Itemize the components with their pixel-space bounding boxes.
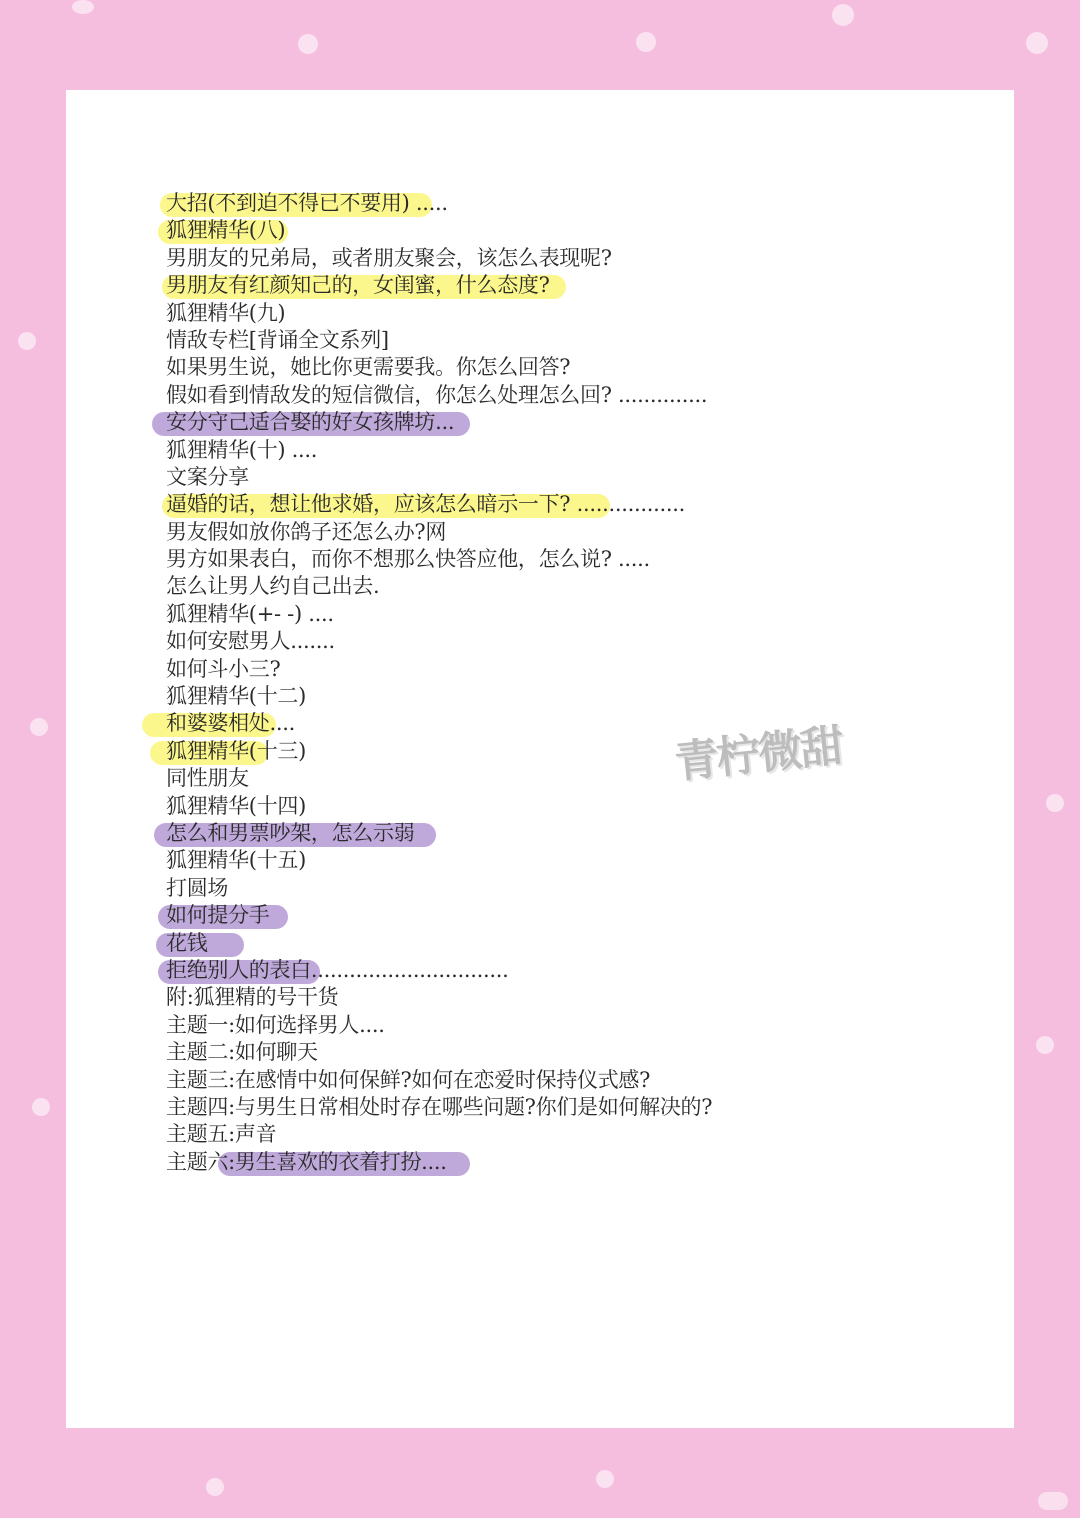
text-line [166,1012,946,1039]
line-text: 主题一:如何选择男人.... [166,1012,385,1037]
line-text: 如何安慰男人....... [166,629,335,654]
line-text: 如何提分手 [166,903,270,928]
background-dot [206,1478,224,1496]
background-dot [32,1098,50,1116]
line-text: 狐狸精华(九) [166,300,286,325]
line-text: 主题二:如何聊天 [166,1040,318,1065]
line-text: 男方如果表白，而你不想那么快答应他，怎么说? ..... [166,547,650,572]
line-text: 主题五:声音 [166,1122,277,1147]
line-text: 男朋友的兄弟局，或者朋友聚会，该怎么表现呢? [166,245,612,270]
line-text: 和婆婆相处.... [166,711,296,736]
line-text: 男友假如放你鸽子还怎么办?网 [166,519,447,544]
line-text: 狐狸精华(十三) [166,738,306,763]
line-text: 安分守己适合娶的好女孩牌坊... [166,410,455,435]
line-text: 情敌专栏[背诵全文系列] [166,327,389,352]
line-text: 怎么让男人约自己出去. [166,574,380,599]
line-text: 狐狸精华(+- -) .... [166,601,334,626]
text-line [166,820,946,847]
text-line [166,546,946,573]
line-text: 狐狸精华(十四) [166,793,306,818]
text-line [166,793,946,820]
background-dot [298,34,318,54]
line-text: 狐狸精华(十) .... [166,437,318,462]
line-text: 如何斗小三? [166,656,281,681]
text-line [166,409,946,436]
line-text: 大招(不到迫不得已不要用) ..... [166,191,448,215]
text-line [166,847,946,874]
text-line [166,601,946,628]
background-dot [72,0,94,14]
text-line [166,354,946,381]
line-text: 主题四:与男生日常相处时存在哪些问题?你们是如何解决的? [166,1094,713,1119]
line-text: 花钱 [166,930,208,955]
text-line [166,519,946,546]
background-dot [636,32,656,52]
text-line [166,1094,946,1121]
text-line [166,875,946,902]
text-line [166,683,946,710]
text-line [166,1039,946,1066]
line-text: 狐狸精华(八) [166,218,286,243]
line-text: 文案分享 [166,464,249,489]
text-line [166,573,946,600]
document-page [66,90,1014,1428]
text-line [166,656,946,683]
line-text: 附:狐狸精的号干货 [166,985,339,1010]
text-line [166,217,946,244]
text-line [166,300,946,327]
text-line [166,382,946,409]
text-line [166,327,946,354]
line-text: 狐狸精华(十二) [166,684,306,709]
background-dot [18,332,36,350]
text-line [166,437,946,464]
line-text: 男朋友有红颜知己的，女闺蜜，什么态度? [166,273,550,298]
text-line [166,984,946,1011]
line-text: 主题三:在感情中如何保鲜?如何在恋爱时保持仪式感? [166,1067,651,1092]
corner-logo [1038,1492,1068,1510]
line-text: 如果男生说，她比你更需要我。你怎么回答? [166,355,571,380]
text-line [166,1121,946,1148]
text-line [166,190,946,217]
watermark: 青柠微甜 [672,720,845,789]
text-line [166,930,946,957]
line-text: 打圆场 [166,875,229,900]
text-line [166,957,946,984]
background-dot [596,1470,614,1488]
text-line [166,491,946,518]
text-line [166,628,946,655]
content-lines [166,190,946,1176]
line-text: 怎么和男票吵架，怎么示弱 [166,820,415,845]
background-dot [30,718,48,736]
text-line [166,1149,946,1176]
line-text: 假如看到情敌发的短信微信，你怎么处理怎么回? .............. [166,382,708,407]
line-text: 同性朋友 [166,766,249,791]
text-line [166,272,946,299]
background-dot [832,4,854,26]
line-text: 逼婚的话，想让他求婚，应该怎么暗示一下? ................. [166,492,686,517]
text-line [166,1067,946,1094]
background-dot [1026,32,1048,54]
background-dot [1046,794,1064,812]
line-text: 狐狸精华(十五) [166,848,306,873]
background-dot [1036,1036,1054,1054]
line-text: 主题六:男生喜欢的衣着打扮.... [166,1149,447,1174]
text-line [166,464,946,491]
text-line [166,902,946,929]
line-text: 拒绝别人的表白............................... [166,957,509,982]
text-line [166,245,946,272]
